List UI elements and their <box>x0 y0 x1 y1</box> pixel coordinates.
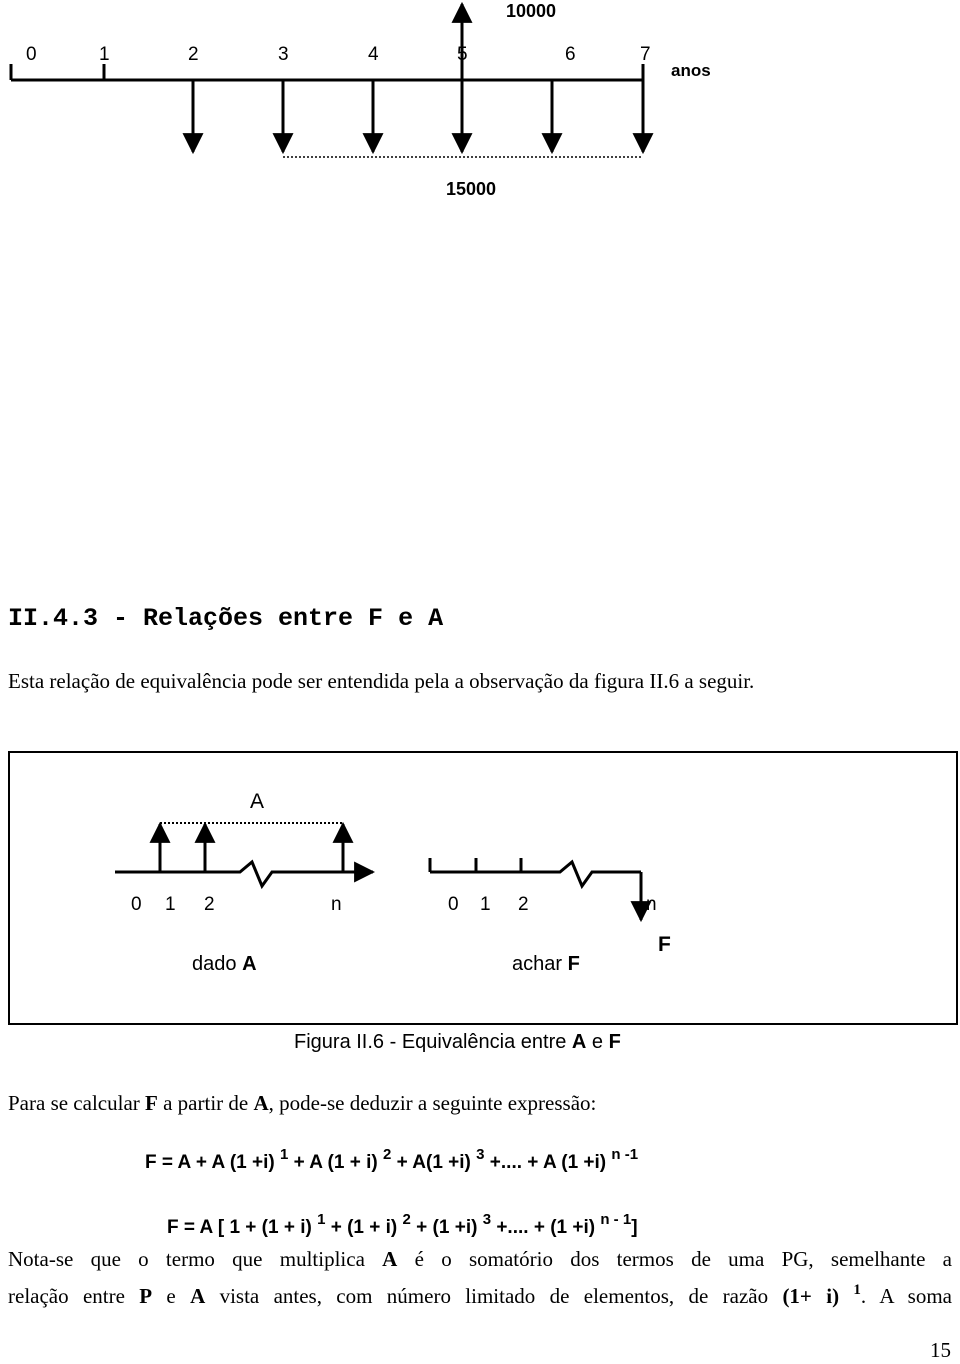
paragraph-3-line-2: relação entre P e A vista antes, com número limitado de elementos, de razão (1+ i) $^1$. A soma <box>8 1282 952 1308</box>
inflow-value: 10000 <box>506 1 557 21</box>
right-arrow-label: F <box>658 933 671 956</box>
intro-paragraph: Esta relação de equivalência pode ser entendida pela a observação da figura II.6 a seguir. <box>8 669 755 693</box>
right-tick-label-n: n <box>646 894 657 915</box>
top-tick-label-2: 2 <box>188 44 199 65</box>
right-caption: achar F <box>512 953 580 975</box>
page-number: 15 <box>930 1338 951 1362</box>
right-tick-label-1: 1 <box>480 894 491 915</box>
paragraph-2: Para se calcular F a partir de A, pode-se deduzir a seguinte expressão: <box>8 1091 597 1115</box>
unit-label: anos <box>671 61 711 80</box>
top-tick-label-6: 6 <box>565 44 576 65</box>
right-tick-label-0: 0 <box>448 894 459 915</box>
top-tick-label-4: 4 <box>368 44 379 65</box>
left-tick-label-0: 0 <box>131 894 142 915</box>
top-tick-label-0: 0 <box>26 44 37 65</box>
left-tick-label-n: n <box>331 894 342 915</box>
top-tick-label-7: 7 <box>640 44 651 65</box>
formula-1: F = A + A (1 +i) $^1$ + A (1 + i) $^2$ + A(1 +i) $^3$ +.... + A (1 +i) $^{n -1}$ <box>145 1146 639 1173</box>
left-tick-label-1: 1 <box>165 894 176 915</box>
left-top-label: A <box>250 790 265 813</box>
left-caption: dado A <box>192 953 257 975</box>
formula-2: F = A [ 1 + (1 + i) $^1$ + (1 + i) $^2$ + (1 +i) $^3$ +.... + (1 +i) $^{n - 1}$] <box>167 1211 638 1238</box>
section-heading: II.4.3 - Relações entre F e A <box>8 604 444 633</box>
top-tick-label-1: 1 <box>99 44 110 65</box>
top-tick-label-5: 5 <box>457 44 468 65</box>
right-tick-label-2: 2 <box>518 894 529 915</box>
right-time-axis <box>430 862 641 886</box>
paragraph-3-line-1: Nota-se que o termo que multiplica A é o somatório dos termos de uma PG, semelhante a <box>8 1247 952 1271</box>
left-tick-label-2: 2 <box>204 894 215 915</box>
figure-caption: Figura II.6 - Equivalência entre A e F <box>294 1031 621 1053</box>
top-tick-label-3: 3 <box>278 44 289 65</box>
outflow-value: 15000 <box>446 179 497 199</box>
left-time-axis <box>115 862 373 886</box>
